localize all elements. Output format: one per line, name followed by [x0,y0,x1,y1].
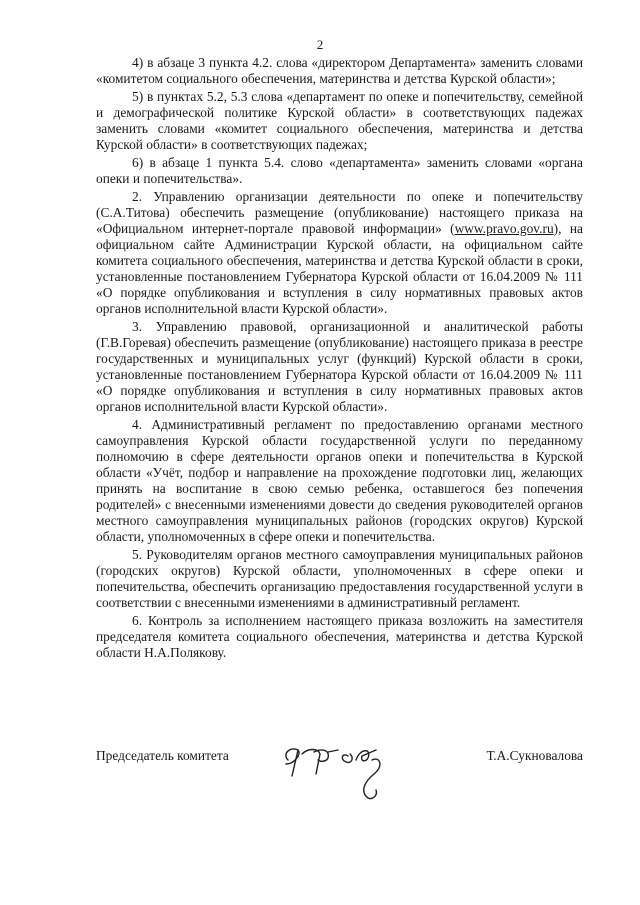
pravo-link[interactable]: www.pravo.gov.ru [454,221,554,236]
paragraph-clause-4: 4. Административный регламент по предоставлению органами местного самоуправления Курской области государственной услуги по переданному полномочию в сфере деятельности органов опеки и попечительства в Курской области «Учёт, подбор и направление на прохождение подготовки лиц, желающих принять на воспитание в свою семью ребенка, оставшегося без попечения родителей» с внесенными изменениями довести до сведения руководителей органов местного самоуправления муниципальных районов (городских округов) Курской области, уполномоченных в сфере опеки и попечительства. [96,417,583,544]
clause-2-text-end: ), на официальном сайте Администрации Курской области, на официальном сайте комитета социального обеспечения, материнства и детства Курской области в сроки, установленные постановлением Губернатора Курской области от 16.04.2009 № 111 «О порядке опубликования и вступления в силу нормативных правовых актов органов исполнительной власти Курской области». [96,221,584,316]
clause-2-text-start: 2. Управлению организации деятельности по опеке и попечительству (С.А.Титова) обеспечить размещение (опубликование) настоящего приказа на «Официальном интернет-портале правовой информации» ( [96,189,583,236]
paragraph-item-4: 4) в абзаце 3 пункта 4.2. слова «директором Департамента» заменить словами «комитетом социального обеспечения, материнства и детства Курской области»; [96,55,583,86]
paragraph-item-5: 5) в пунктах 5.2, 5.3 слова «департамент по опеке и попечительству, семейной и демографической политике Курской области» в соответствующих падежах заменить словами «комитет социального обеспечения, материнства и детства Курской области» в соответствующих падежах; [96,89,583,152]
paragraph-clause-2 [96,189,583,317]
paragraph-clause-6: 6. Контроль за исполнением настоящего приказа возложить на заместителя председателя комитета социального обеспечения, материнства и детства Курской области Н.А.Полякову. [96,613,583,660]
paragraph-clause-5: 5. Руководителям органов местного самоуправления муниципальных районов (городских округов) Курской области, уполномоченных в сфере опеки и попечительства, обеспечить организацию предоставления государственной услуги в соответствии с внесенными изменениями в административный регламент. [96,547,583,610]
paragraph-clause-3: 3. Управлению правовой, организационной и аналитической работы (Г.В.Горевая) обеспечить размещение (опубликование) настоящего приказа в реестре государственных и муниципальных услуг (функций) Курской области в сроки, установленные постановлением Губернатора Курской области от 16.04.2009 № 111 «О порядке опубликования и вступления в силу нормативных правовых актов органов исполнительной власти Курской области». [96,319,583,414]
signatory-name: Т.А.Сукновалова [486,748,583,763]
signatory-position: Председатель комитета [96,748,229,763]
page-number: 2 [316,37,324,52]
paragraph-item-6: 6) в абзаце 1 пункта 5.4. слово «департамента» заменить словами «органа опеки и попечительства». [96,155,583,186]
signature-block [96,730,583,810]
document-body [96,55,583,663]
handwritten-signature [268,730,418,810]
